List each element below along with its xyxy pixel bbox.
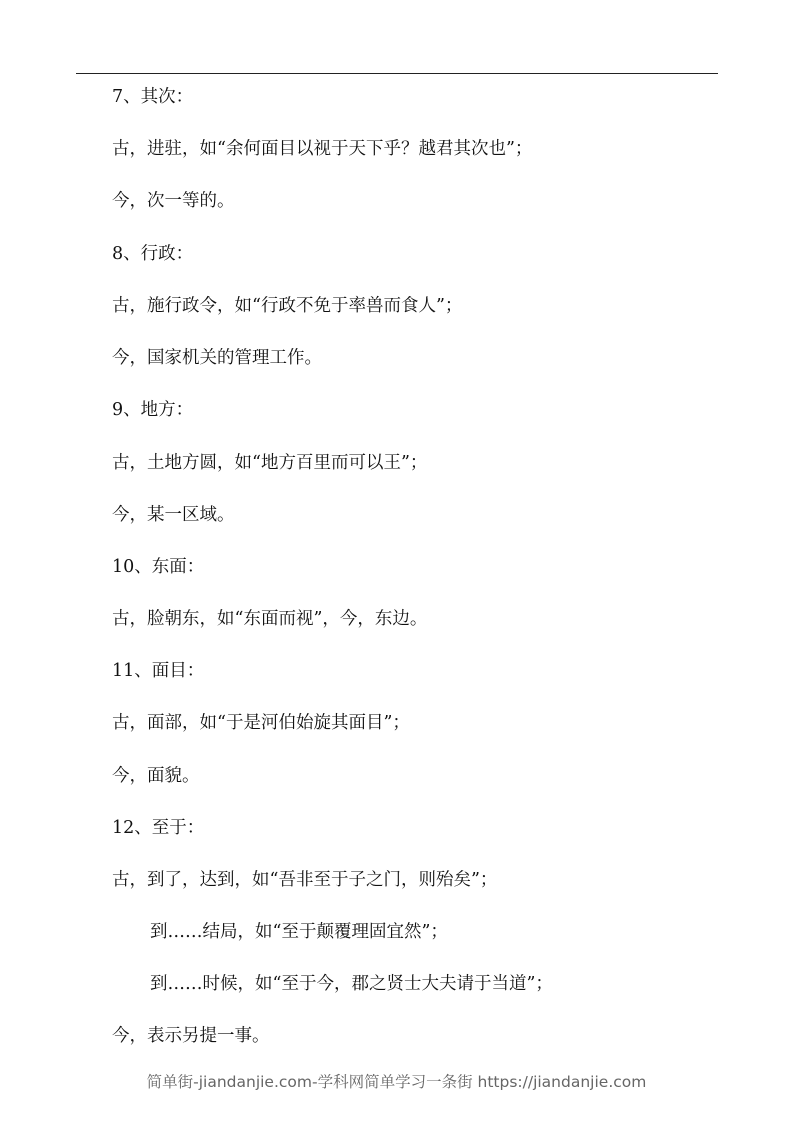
- entry-modern-meaning: 今，面貌。: [112, 766, 200, 786]
- entry-heading: 7、其次：: [112, 87, 194, 107]
- entry-heading: 10、东面：: [112, 557, 205, 577]
- page-footer: 简单街-jiandanjie.com-学科网简单学习一条街 https://jiandanjie.com: [146, 1073, 647, 1091]
- entry-modern-meaning: 今，国家机关的管理工作。: [112, 348, 322, 368]
- entry-ancient-meaning: 古，脸朝东，如“东面而视”，今，东边。: [112, 609, 428, 629]
- entry-modern-meaning: 今，某一区域。: [112, 505, 235, 525]
- entry-heading: 9、地方：: [112, 400, 194, 420]
- header-rule: [76, 73, 718, 74]
- entry-ancient-meaning: 古，到了，达到，如“吾非至于子之门，则殆矣”；: [112, 870, 498, 890]
- entry-heading: 12、至于：: [112, 818, 205, 838]
- entry-modern-meaning: 今，次一等的。: [112, 191, 235, 211]
- entry-heading: 8、行政：: [112, 244, 194, 264]
- entry-ancient-meaning: 到……时候，如“至于今，郡之贤士大夫请于当道”；: [150, 974, 553, 994]
- entry-ancient-meaning: 古，土地方圆，如“地方百里而可以王”；: [112, 453, 428, 473]
- entry-ancient-meaning: 古，施行政令，如“行政不免于率兽而食人”；: [112, 296, 463, 316]
- entry-ancient-meaning: 到……结局，如“至于颠覆理固宜然”；: [150, 922, 448, 942]
- entry-modern-meaning: 今，表示另提一事。: [112, 1026, 270, 1046]
- entry-ancient-meaning: 古，面部，如“于是河伯始旋其面目”；: [112, 713, 410, 733]
- entry-heading: 11、面目：: [112, 661, 205, 681]
- entry-ancient-meaning: 古，进驻，如“余何面目以视于天下乎？越君其次也”；: [112, 139, 533, 159]
